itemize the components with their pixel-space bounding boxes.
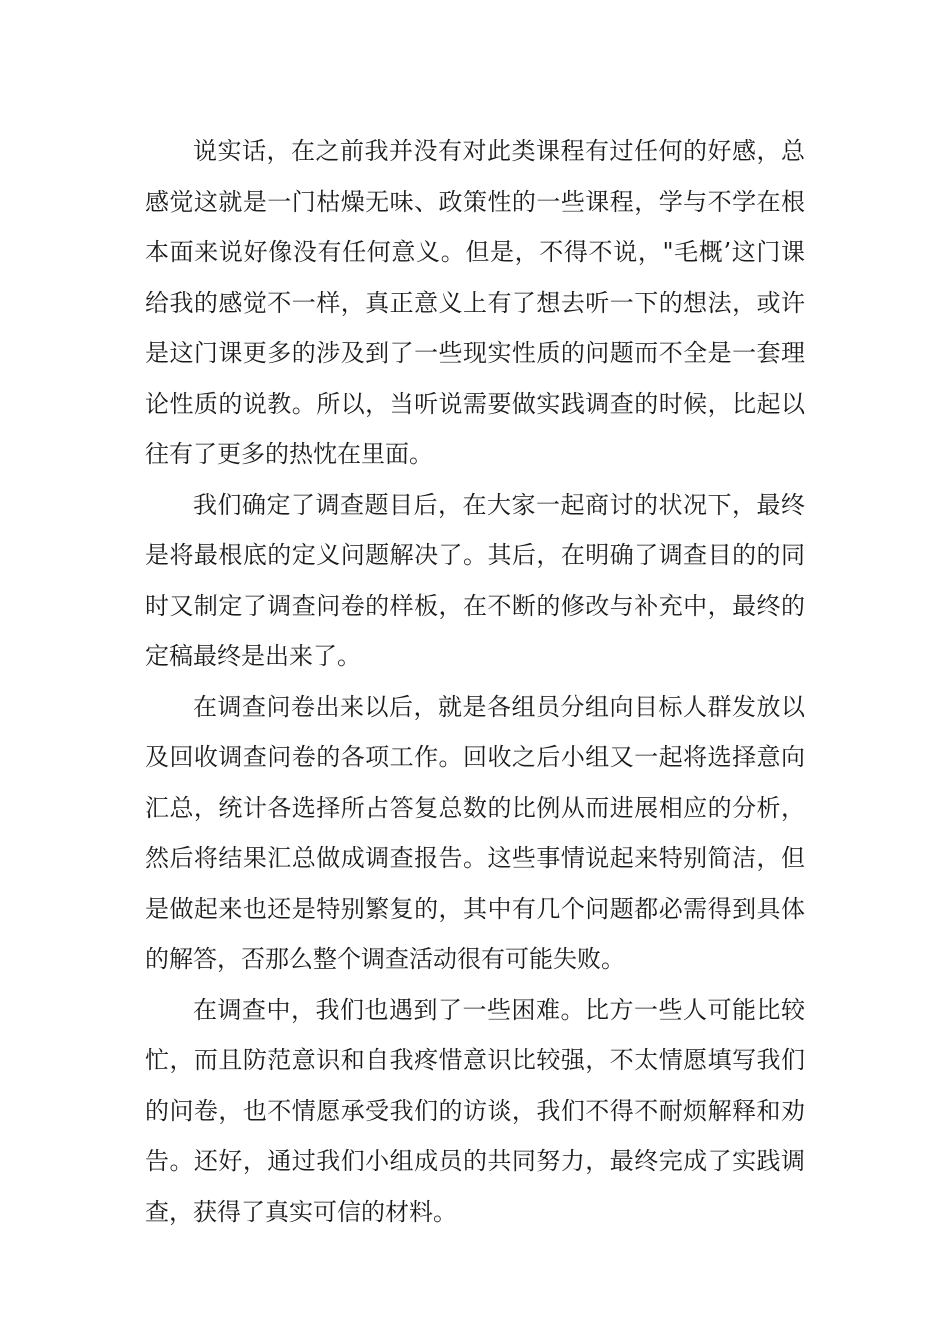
document-body xyxy=(145,126,805,1237)
paragraph-3: 在调查问卷出来以后，就是各组员分组向目标人群发放以及回收调查问卷的各项工作。回收之后小组又一起将选择意向汇总，统计各选择所占答复总数的比例从而进展相应的分析，然后将结果汇总做成调查报告。这些事情说起来特别简洁，但是做起来也还是特别繁复的，其中有几个问题都必需得到具体的解答，否那么整个调查活动很有可能失败。 xyxy=(145,692,805,973)
paragraph-2: 我们确定了调查题目后，在大家一起商讨的状况下，最终是将最根底的定义问题解决了。其后，在明确了调查目的的同时又制定了调查问卷的样板，在不断的修改与补充中，最终的定稿最终是出来了。 xyxy=(145,490,805,670)
paragraph-4: 在调查中，我们也遇到了一些困难。比方一些人可能比较忙，而且防范意识和自我疼惜意识比较强，不太情愿填写我们的问卷，也不情愿承受我们的访谈，我们不得不耐烦解释和劝告。还好，通过我们小组成员的共同努力，最终完成了实践调查，获得了真实可信的材料。 xyxy=(145,995,805,1226)
paragraph-1: 说实话，在之前我并没有对此类课程有过任何的好感，总感觉这就是一门枯燥无味、政策性的一些课程，学与不学在根本面来说好像没有任何意义。但是，不得不说，"毛概’这门课给我的感觉不一样，真正意义上有了想去听一下的想法，或许是这门课更多的涉及到了一些现实性质的问题而不全是一套理论性质的说教。所以，当听说需要做实践调查的时候，比起以往有了更多的热忱在里面。 xyxy=(145,137,805,468)
